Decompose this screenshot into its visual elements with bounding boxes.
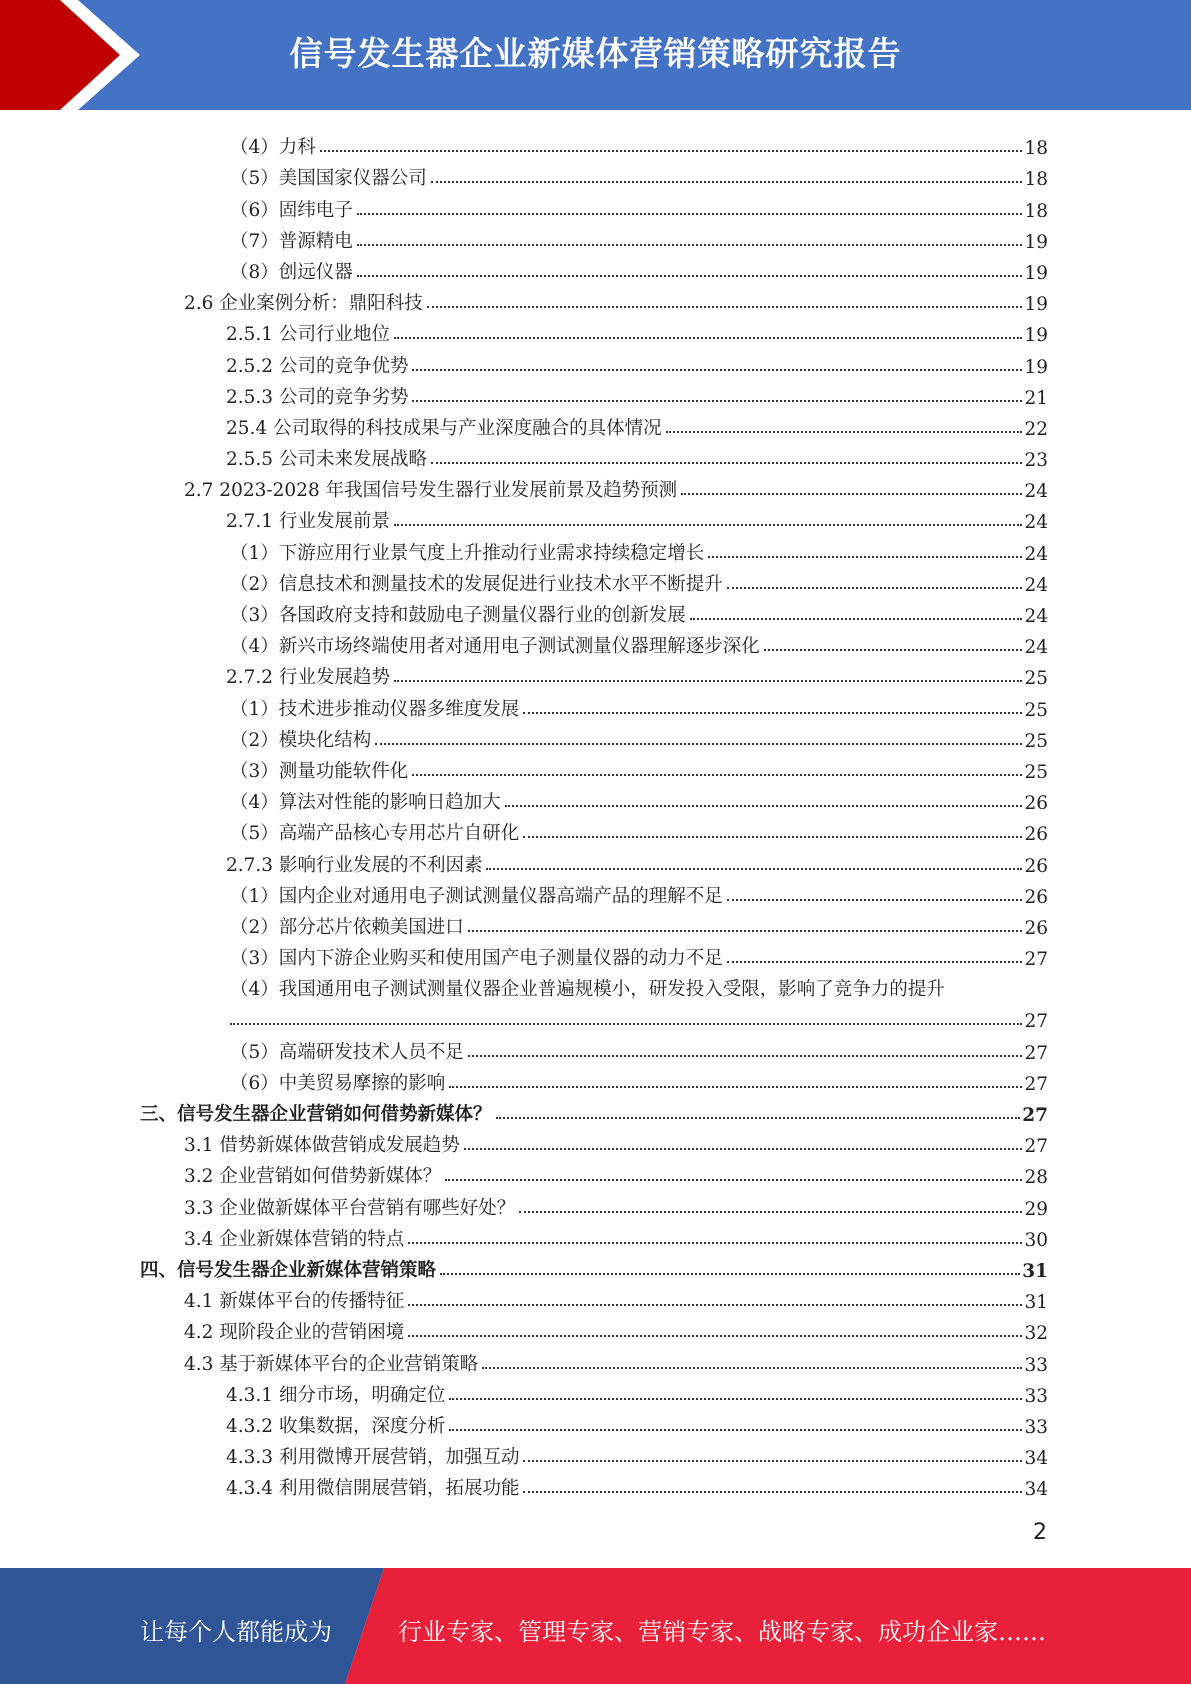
- dot-leader: [375, 743, 1022, 745]
- toc-entry[interactable]: [140, 845, 1048, 876]
- toc-entry[interactable]: [140, 596, 1048, 627]
- toc-entry-page: 25: [1024, 668, 1048, 690]
- toc-entry[interactable]: [140, 471, 1048, 502]
- toc-entry[interactable]: [140, 1126, 1048, 1157]
- toc-entry[interactable]: [140, 253, 1048, 284]
- dot-leader: [486, 868, 1022, 870]
- toc-entry[interactable]: [140, 877, 1048, 908]
- toc-entry[interactable]: [140, 1313, 1048, 1344]
- toc-entry[interactable]: [140, 378, 1048, 409]
- dot-leader: [764, 649, 1023, 651]
- toc-entry[interactable]: [140, 533, 1048, 564]
- toc-entry-label: 3.4 企业新媒体营销的特点: [184, 1228, 405, 1250]
- toc-entry[interactable]: [140, 783, 1048, 814]
- toc-entry-label: 3.2 企业营销如何借势新媒体？: [184, 1166, 442, 1188]
- toc-entry-label: 4.3 基于新媒体平台的企业营销策略: [184, 1353, 479, 1375]
- toc-entry-label: （2）信息技术和测量技术的发展促进行业技术水平不断提升: [230, 573, 723, 595]
- toc-entry-page: 33: [1024, 1354, 1048, 1376]
- toc-entry[interactable]: [140, 190, 1048, 221]
- dot-leader: [440, 1273, 1020, 1275]
- dot-leader: [523, 712, 1022, 714]
- toc-entry-label: （4）新兴市场终端使用者对通用电子测试测量仪器理解逐步深化: [230, 636, 760, 658]
- toc-entry-page: 19: [1024, 294, 1048, 316]
- toc-entry-page: 24: [1024, 481, 1048, 503]
- table-of-contents: [140, 128, 1048, 1500]
- dot-leader: [394, 680, 1022, 682]
- toc-entry-label: 3.1 借势新媒体做营销成发展趋势: [184, 1135, 460, 1157]
- dot-leader: [523, 1460, 1022, 1462]
- dot-leader: [681, 493, 1022, 495]
- toc-entry[interactable]: [140, 658, 1048, 689]
- toc-entry-label: 三、信号发生器企业营销如何借势新媒体？: [140, 1104, 492, 1125]
- toc-entry[interactable]: [140, 1188, 1048, 1219]
- toc-entry-page: 27: [1024, 1042, 1048, 1064]
- toc-entry-label: （5）美国国家仪器公司: [230, 168, 427, 190]
- toc-entry[interactable]: [140, 1344, 1048, 1375]
- toc-entry-page: 27: [1024, 1011, 1048, 1033]
- toc-entry-page: 24: [1024, 543, 1048, 565]
- toc-entry-page: 26: [1024, 824, 1048, 846]
- toc-entry[interactable]: [140, 1251, 1048, 1282]
- toc-entry-page: 25: [1024, 761, 1048, 783]
- dot-leader: [408, 1335, 1022, 1337]
- toc-entry[interactable]: [140, 284, 1048, 315]
- toc-entry[interactable]: [140, 689, 1048, 720]
- toc-entry-label: 2.7.3 影响行业发展的不利因素: [226, 854, 483, 876]
- toc-entry-page: 29: [1024, 1198, 1048, 1220]
- toc-entry-page: 32: [1024, 1323, 1048, 1345]
- toc-entry-label: 4.3.3 利用微博开展营销，加强互动: [226, 1447, 520, 1469]
- toc-entry[interactable]: [140, 346, 1048, 377]
- toc-entry-page: 26: [1024, 793, 1048, 815]
- toc-entry-page: 26: [1024, 917, 1048, 939]
- toc-entry[interactable]: [140, 1438, 1048, 1469]
- toc-entry-page: 33: [1024, 1416, 1048, 1438]
- toc-entry[interactable]: [140, 814, 1048, 845]
- toc-entry[interactable]: [140, 939, 1048, 970]
- dot-leader: [412, 400, 1022, 402]
- toc-entry[interactable]: [140, 627, 1048, 658]
- toc-entry-page: 24: [1024, 606, 1048, 627]
- dot-leader: [408, 1242, 1022, 1244]
- toc-entry[interactable]: [140, 1469, 1048, 1500]
- dot-leader: [427, 306, 1023, 308]
- toc-entry-label: 2.5.1 公司行业地位: [226, 324, 390, 346]
- page-header: [0, 0, 1191, 110]
- toc-entry-page: 27: [1024, 949, 1048, 971]
- toc-entry-label: （1）下游应用行业景气度上升推动行业需求持续稳定增长: [230, 542, 705, 564]
- toc-entry-page: 34: [1024, 1448, 1048, 1470]
- dot-leader: [449, 1398, 1022, 1400]
- toc-entry-page: 23: [1024, 450, 1048, 472]
- dot-leader: [449, 1429, 1022, 1431]
- toc-entry-label: （2）模块化结构: [230, 729, 372, 751]
- report-title: 信号发生器企业新媒体营销策略研究报告: [289, 34, 902, 73]
- toc-entry-page: 24: [1024, 574, 1048, 596]
- dot-leader: [394, 524, 1022, 526]
- footer-slogan-right: 行业专家、管理专家、营销专家、战略专家、成功企业家……: [398, 1618, 1046, 1646]
- toc-entry-page: 24: [1024, 637, 1048, 659]
- toc-entry-page: 31: [1024, 1292, 1048, 1314]
- dot-leader: [482, 1367, 1022, 1369]
- toc-entry-page: 26: [1024, 886, 1048, 908]
- dot-leader: [505, 805, 1023, 807]
- toc-entry-page: 30: [1024, 1229, 1048, 1251]
- toc-entry-label: 2.5.5 公司未来发展战略: [226, 449, 427, 471]
- toc-entry-label: （6）中美贸易摩擦的影响: [230, 1072, 446, 1094]
- toc-entry[interactable]: [140, 565, 1048, 596]
- toc-entry-label: （4）我国通用电子测试测量仪器企业普遍规模小，研发投入受限，影响了竞争力的提升: [230, 979, 945, 1001]
- toc-entry[interactable]: [140, 409, 1048, 440]
- toc-entry[interactable]: [140, 128, 1048, 159]
- dot-leader: [357, 213, 1023, 215]
- toc-entry-continuation[interactable]: [140, 1001, 1048, 1032]
- toc-entry-label: 4.3.2 收集数据，深度分析: [226, 1415, 446, 1437]
- toc-entry-label: （5）高端研发技术人员不足: [230, 1041, 464, 1063]
- dot-leader: [230, 1023, 1022, 1025]
- page-number: 2: [1033, 1520, 1047, 1545]
- toc-entry[interactable]: [140, 315, 1048, 346]
- toc-entry-page: 27: [1024, 1136, 1048, 1158]
- toc-entry-page: 19: [1024, 262, 1048, 284]
- dot-leader: [431, 462, 1022, 464]
- dot-leader: [357, 275, 1023, 277]
- toc-entry-page: 27: [1024, 1073, 1048, 1095]
- toc-entry-label: （6）固纬电子: [230, 199, 353, 221]
- dot-leader: [408, 1304, 1022, 1306]
- toc-entry-page: 25: [1024, 699, 1048, 721]
- toc-entry-page: 33: [1024, 1385, 1048, 1407]
- footer-slogan-left: 让每个人都能成为: [140, 1618, 332, 1646]
- toc-entry-label: 25.4 公司取得的科技成果与产业深度融合的具体情况: [226, 417, 662, 439]
- toc-entry[interactable]: [140, 1064, 1048, 1095]
- toc-entry-page: 31: [1022, 1260, 1048, 1282]
- dot-leader: [412, 369, 1022, 371]
- dot-leader: [449, 1086, 1022, 1088]
- toc-entry-label: 4.3.1 细分市场，明确定位: [226, 1384, 446, 1406]
- dot-leader: [519, 1211, 1022, 1213]
- toc-entry-label: 4.1 新媒体平台的传播特征: [184, 1291, 405, 1313]
- toc-entry-label: 4.2 现阶段企业的营销困境: [184, 1322, 405, 1344]
- toc-entry-label: （2）部分芯片依赖美国进口: [230, 916, 464, 938]
- dot-leader: [468, 1055, 1023, 1057]
- toc-entry[interactable]: [140, 721, 1048, 752]
- dot-leader: [727, 587, 1023, 589]
- toc-entry-page: 28: [1024, 1167, 1048, 1189]
- toc-entry[interactable]: [140, 440, 1048, 471]
- dot-leader: [464, 1148, 1023, 1150]
- dot-leader: [523, 1491, 1022, 1493]
- toc-entry-page: 22: [1024, 418, 1048, 440]
- toc-entry[interactable]: [140, 1376, 1048, 1407]
- toc-entry[interactable]: [140, 1407, 1048, 1438]
- toc-entry[interactable]: [140, 1157, 1048, 1188]
- toc-entry-page: 25: [1024, 730, 1048, 752]
- toc-entry-label: （3）国内下游企业购买和使用国产电子测量仪器的动力不足: [230, 948, 723, 970]
- toc-entry[interactable]: [140, 1032, 1048, 1063]
- toc-entry-label: （8）创远仪器: [230, 261, 353, 283]
- toc-entry-label: 2.5.2 公司的竞争优势: [226, 355, 409, 377]
- toc-entry-page: 19: [1024, 356, 1048, 378]
- toc-entry-page: 19: [1024, 231, 1048, 253]
- toc-entry-label: 四、信号发生器企业新媒体营销策略: [140, 1259, 437, 1281]
- toc-entry-label: （4）力科: [230, 137, 316, 159]
- toc-entry-label: （3）各国政府支持和鼓励电子测量仪器行业的创新发展: [230, 605, 686, 626]
- toc-entry-page: 18: [1024, 138, 1048, 160]
- dot-leader: [708, 556, 1022, 558]
- toc-entry-page: 19: [1024, 325, 1048, 347]
- dot-leader: [468, 930, 1023, 932]
- toc-entry[interactable]: [140, 502, 1048, 533]
- toc-entry-label: 3.3 企业做新媒体平台营销有哪些好处？: [184, 1197, 516, 1219]
- dot-leader: [412, 774, 1022, 776]
- toc-entry-label: 2.5.3 公司的竞争劣势: [226, 386, 409, 408]
- dot-leader: [727, 899, 1023, 901]
- dot-leader: [666, 431, 1023, 433]
- toc-entry-page: 34: [1024, 1479, 1048, 1501]
- toc-entry-label: 2.6 企业案例分析：鼎阳科技: [184, 293, 423, 315]
- dot-leader: [445, 1179, 1022, 1181]
- dot-leader: [523, 836, 1022, 838]
- toc-entry-page: 27: [1022, 1105, 1048, 1126]
- toc-entry-page: 21: [1024, 387, 1048, 409]
- toc-entry-page: 24: [1024, 512, 1048, 534]
- toc-entry-label: （1）国内企业对通用电子测试测量仪器高端产品的理解不足: [230, 885, 723, 907]
- toc-entry[interactable]: [140, 1095, 1048, 1126]
- toc-entry[interactable]: [140, 1282, 1048, 1313]
- toc-entry[interactable]: [140, 1220, 1048, 1251]
- toc-entry-label: （3）测量功能软件化: [230, 760, 409, 782]
- dot-leader: [690, 618, 1023, 620]
- dot-leader: [320, 150, 1023, 152]
- dot-leader: [727, 961, 1023, 963]
- toc-entry-page: 18: [1024, 200, 1048, 222]
- toc-entry-label: 4.3.4 利用微信開展营销，拓展功能: [226, 1478, 520, 1500]
- dot-leader: [496, 1117, 1021, 1119]
- toc-entry-label: （5）高端产品核心专用芯片自研化: [230, 823, 520, 845]
- toc-entry-label: 2.7.2 行业发展趋势: [226, 667, 390, 689]
- dot-leader: [394, 337, 1022, 339]
- toc-entry[interactable]: [140, 222, 1048, 253]
- toc-entry-label: 2.7.1 行业发展前景: [226, 511, 390, 533]
- toc-entry-label: 2.7 2023-2028 年我国信号发生器行业发展前景及趋势预测: [184, 480, 678, 502]
- toc-entry-label: （1）技术进步推动仪器多维度发展: [230, 698, 520, 720]
- toc-entry-page: 18: [1024, 169, 1048, 191]
- toc-entry[interactable]: [140, 908, 1048, 939]
- toc-entry-label: （4）算法对性能的影响日趋加大: [230, 792, 501, 814]
- toc-entry[interactable]: [140, 752, 1048, 783]
- dot-leader: [357, 244, 1023, 246]
- toc-entry[interactable]: [140, 159, 1048, 190]
- toc-entry-label: （7）普源精电: [230, 230, 353, 252]
- toc-entry[interactable]: [140, 970, 1048, 1001]
- dot-leader: [431, 181, 1023, 183]
- toc-entry-page: 26: [1024, 855, 1048, 877]
